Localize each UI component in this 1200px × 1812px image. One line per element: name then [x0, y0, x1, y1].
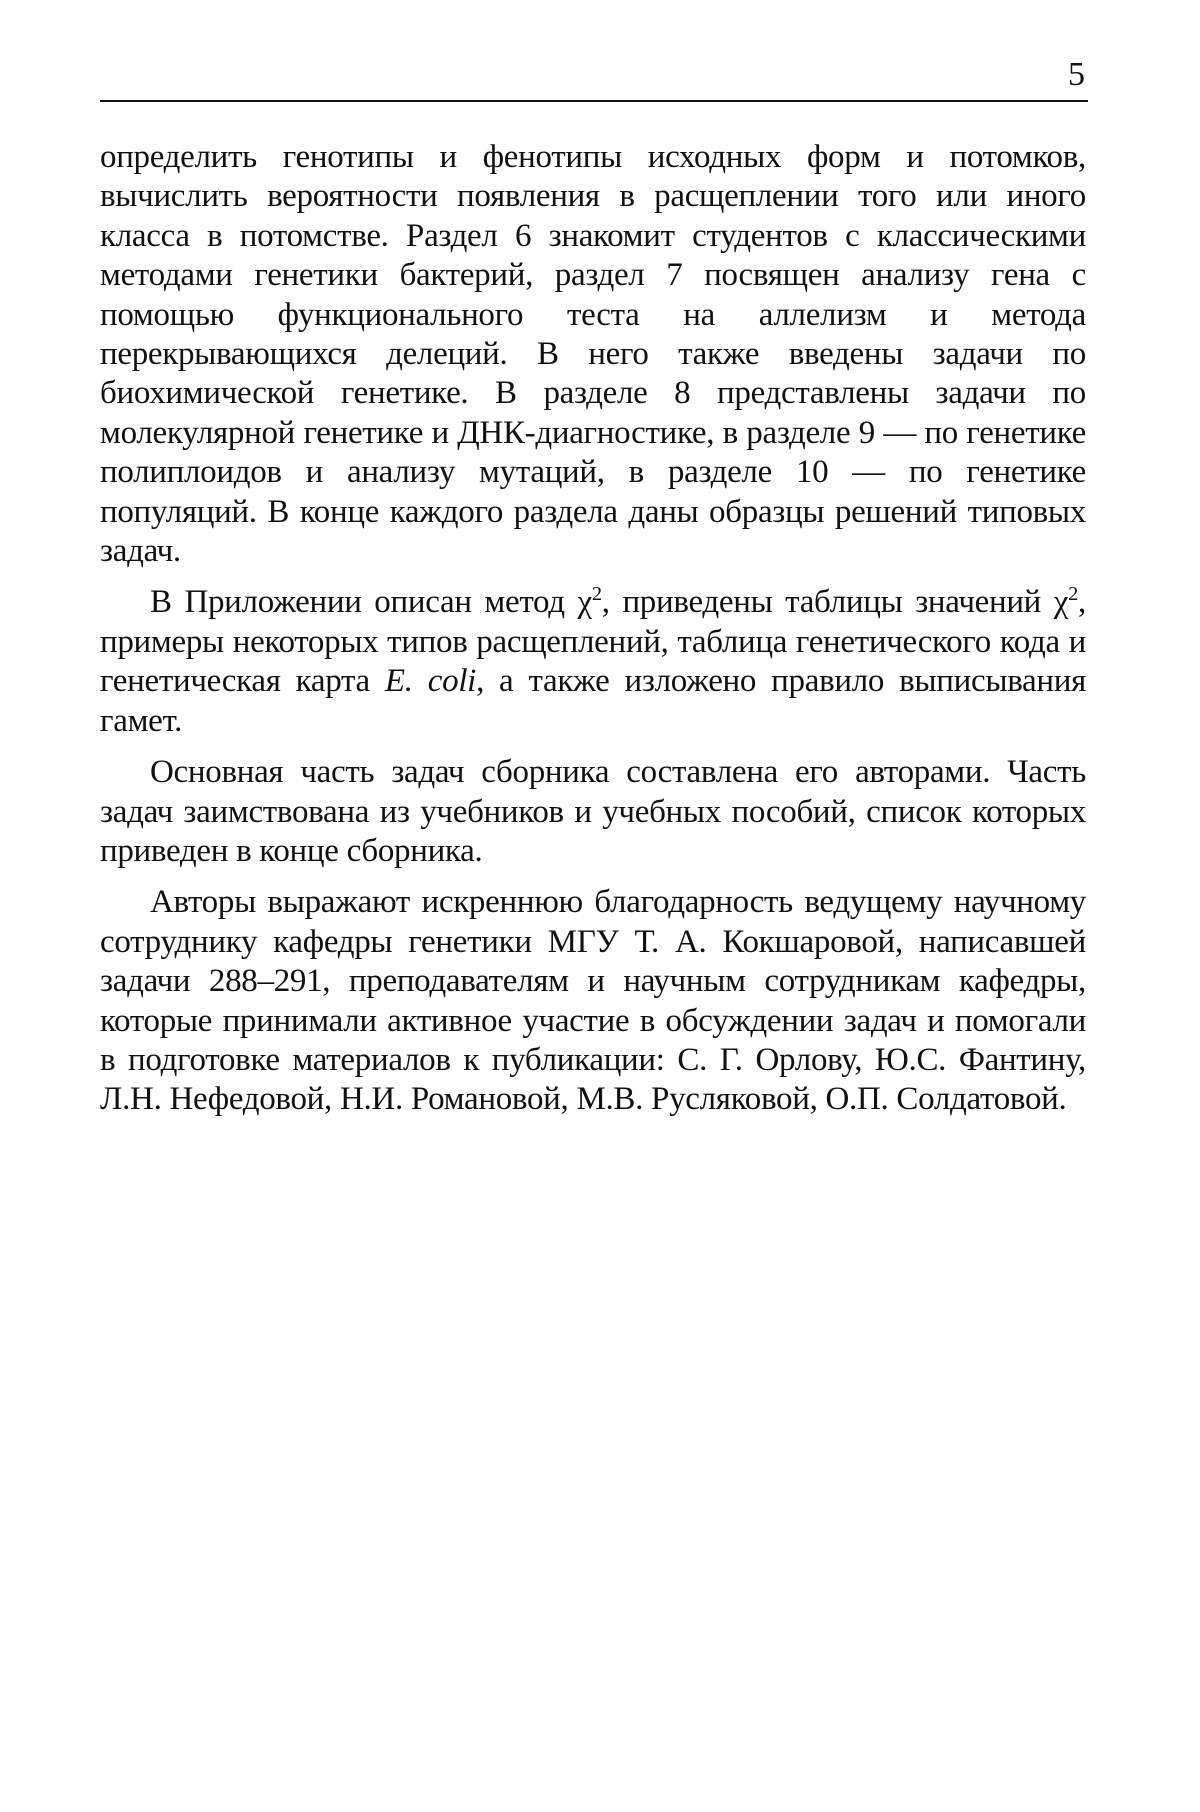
paragraph-acknowledgements: Авторы выражают искреннюю благодарность ведущему научному сотруднику кафедры генетики МГУ Т. А. Кокшаровой, написавшей задачи 288–291, преподавателям и научным сотрудникам кафедры, которые принимали активное участие в обсуждении задач и помогали в подготовке материалов к публикации: С. Г. Орлову, Ю.С. Фантину, Л.Н. Нефедовой, Н.И. Романовой, М.В. Русляковой, О.П. Солдатовой. [100, 884, 1086, 1118]
appendix-text-part1: В Приложении описан метод χ [150, 584, 592, 621]
chi-square-exponent: 2 [1068, 583, 1079, 606]
page-number: 5 [1068, 56, 1085, 93]
paragraph-appendix [100, 583, 1086, 741]
paragraph-continued: определить генотипы и фенотипы исходных форм и потомков, вычислить вероятности появления в расщеплении того или иного класса в потомстве. Раздел 6 знакомит студентов с классическими методами генетики бактерий, раздел 7 посвящен анализу гена с помощью функционального теста на аллелизм и метода перекрывающихся делеций. В него также введены задачи по биохимической генетике. В разделе 8 представлены задачи по молекулярной генетике и ДНК-диагностике, в разделе 9 — по генетике полиплоидов и анализу мутаций, в разделе 10 — по генетике популяций. В конце каждого раздела даны образцы решений типовых задач. [100, 139, 1086, 570]
species-name: E. coli [384, 663, 477, 700]
header-rule [100, 100, 1088, 102]
appendix-text-part3: , примеры некоторых типов расщеплений, таблица генетического кода и генетическая карта [100, 584, 1086, 700]
appendix-text-part2: , приведены таблицы значений χ [601, 584, 1069, 621]
body-text [100, 138, 1086, 1120]
appendix-text-part4: , а также изложено правило выписывания гамет. [100, 663, 1087, 739]
chi-square-exponent: 2 [591, 583, 602, 606]
paragraph-sources: Основная часть задач сборника составлена его авторами. Часть задач заимствована из учебников и учебных пособий, список которых приведен в конце сборника. [100, 754, 1086, 869]
